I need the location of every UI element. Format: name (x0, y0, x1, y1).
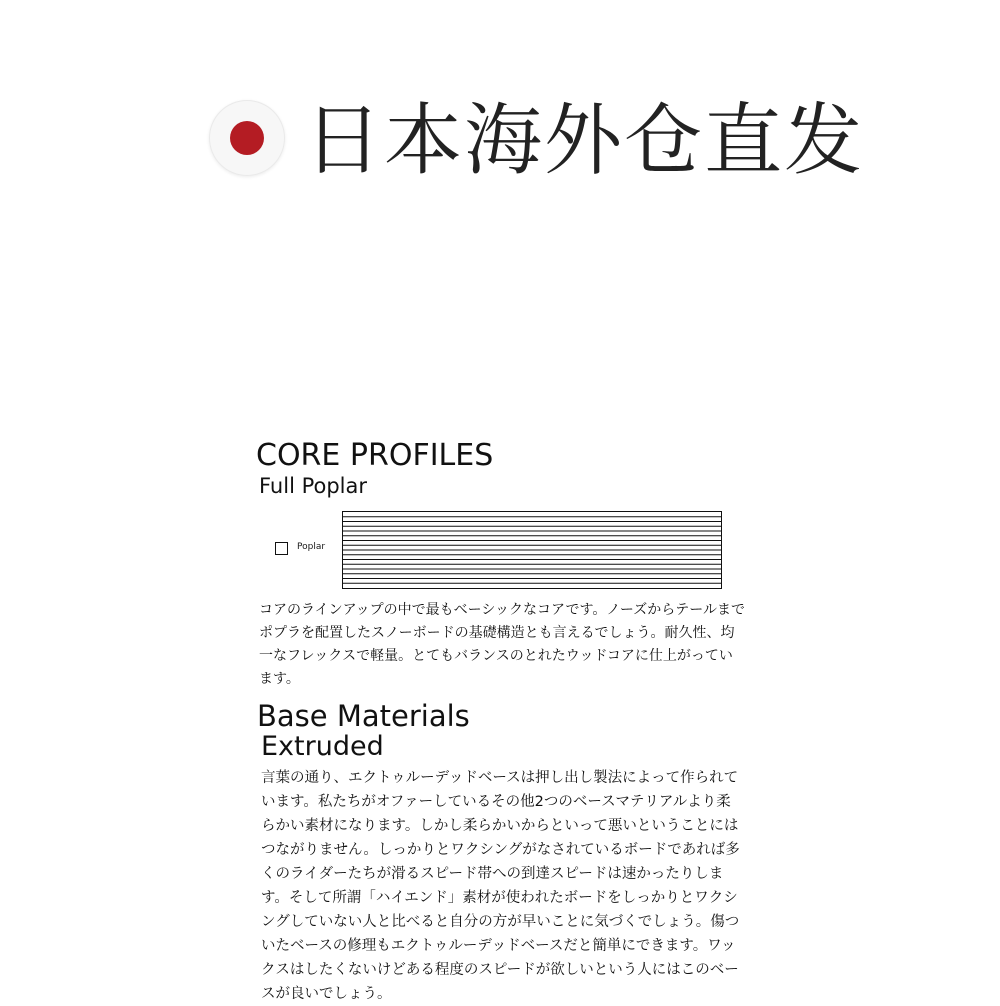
banner-title: 日本海外仓直发 (304, 96, 865, 186)
core-lamination-diagram (342, 511, 722, 589)
flag-red-disc (230, 121, 264, 155)
core-profiles-heading: CORE PROFILES (256, 438, 494, 473)
core-description: コアのラインアップの中で最もベーシックなコアです。ノーズからテールまでポプラを配置したスノーボードの基礎構造とも言えるでしょう。耐久性、均一なフレックスで軽量。とてもバランスのとれたウッドコアに仕上がっています。 (259, 602, 745, 687)
base-description: 言葉の通り、エクトゥルーデッドベースは押し出し製法によって作られています。私たちがオファーしているその他2つのベースマテリアルより柔らかい素材になります。しかし柔らかいからといって悪いということにはつながりません。しっかりとワクシングがなされているボードであれば多くのライダーたちが滑るスピード帯への到達スピードは速かったりします。そして所謂「ハイエンド」素材が使われたボードをしっかりとワクシングしていない人と比べると自分の方が早いことに気づくでしょう。傷ついたベースの修理もエクトゥルーデッドベースだと簡単にできます。ワックスはしたくないけどある程度のスピードが欲しいという人にはこのベースが良いでしょう。 (261, 770, 740, 1002)
legend-swatch (275, 542, 288, 555)
base-type-subheading: Extruded (261, 731, 384, 762)
base-materials-heading: Base Materials (257, 699, 470, 733)
legend-label: Poplar (297, 542, 326, 552)
banner (0, 0, 1000, 280)
core-type-subheading: Full Poplar (259, 474, 368, 498)
japan-flag-icon (209, 100, 285, 176)
